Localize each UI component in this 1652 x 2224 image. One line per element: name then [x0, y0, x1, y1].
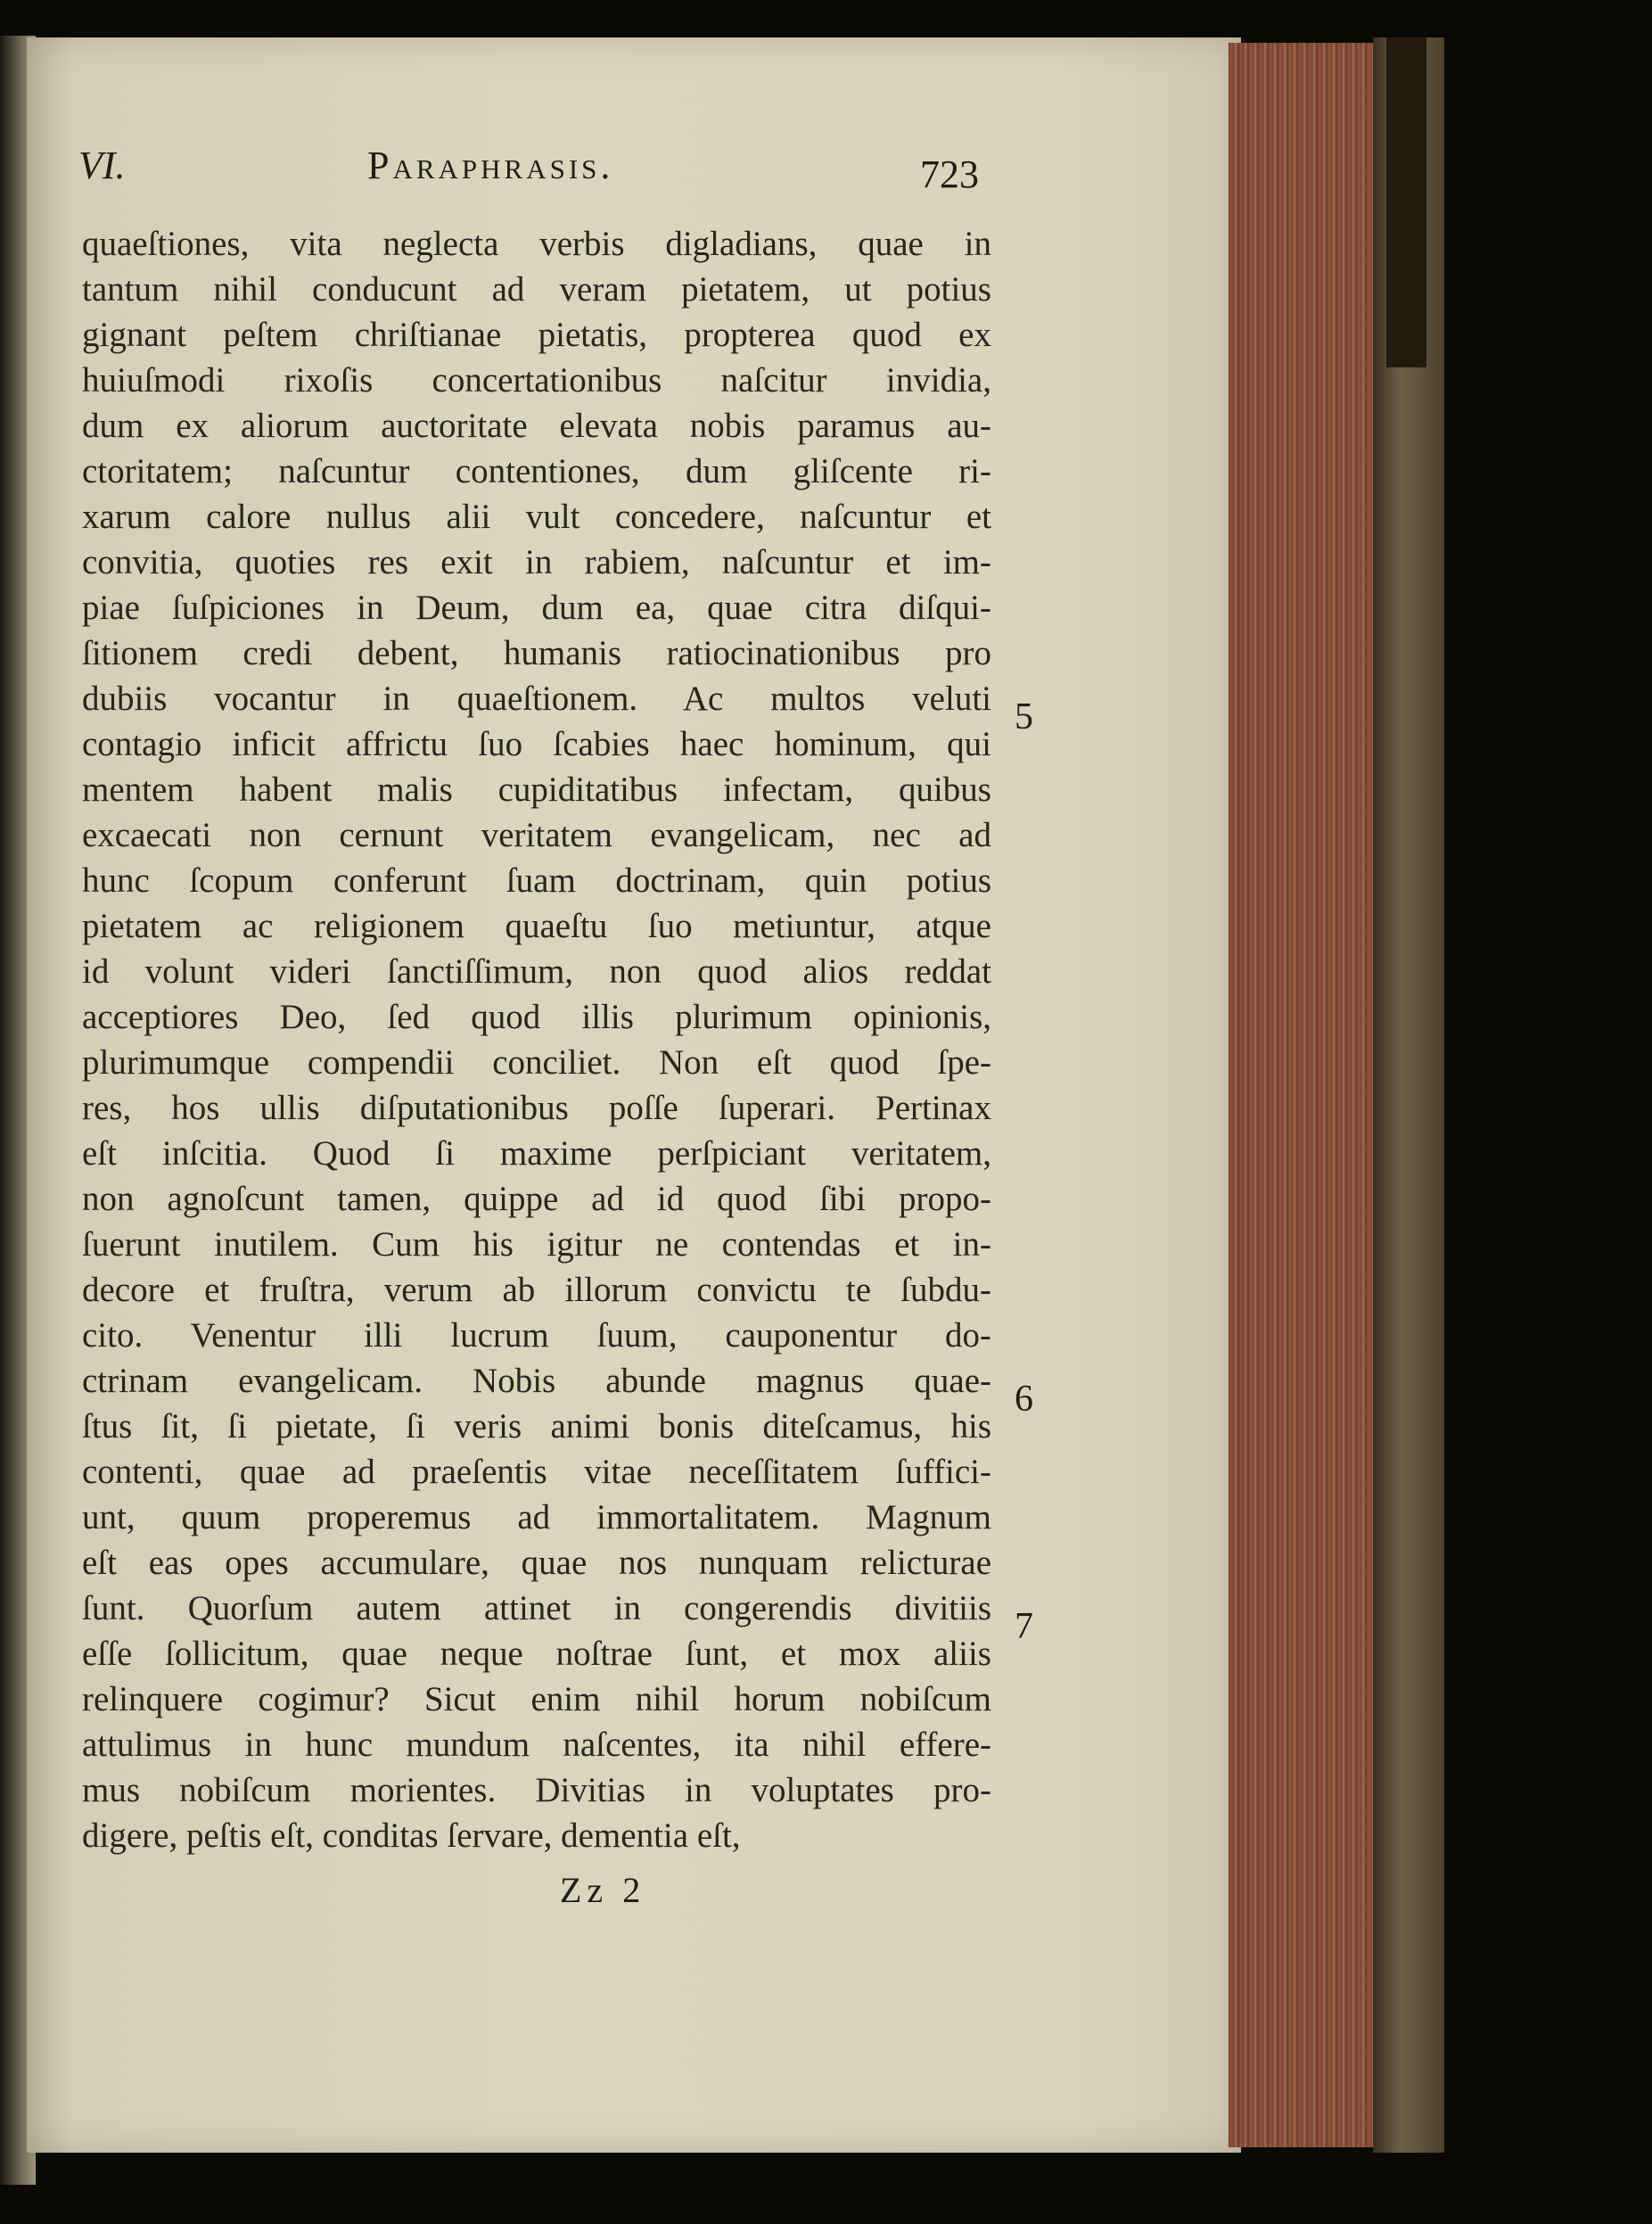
- text-line: hunc ſcopum conferunt ſuam doctrinam, quin potius: [82, 861, 991, 900]
- running-header: [0, 143, 1652, 205]
- text-line: ctrinam evangelicam. Nobis abunde magnus quae-: [82, 1362, 991, 1400]
- text-line: dum ex aliorum auctoritate elevata nobis paramus au-: [82, 407, 991, 445]
- text-line: eſt eas opes accumulare, quae nos nunquam relicturae: [82, 1544, 991, 1582]
- text-line: non agnoſcunt tamen, quippe ad id quod ſibi propo-: [82, 1180, 991, 1218]
- text-line: relinquere cogimur? Sicut enim nihil horum nobiſcum: [82, 1680, 991, 1718]
- text-line: contenti, quae ad praeſentis vitae neceſſitatem ſuffici-: [82, 1453, 991, 1491]
- text-line: ſtus ſit, ſi pietate, ſi veris animi bonis diteſcamus, his: [82, 1407, 991, 1446]
- body-text: [82, 221, 991, 1858]
- section-number: VI.: [78, 144, 126, 187]
- page-number: 723: [920, 152, 979, 196]
- text-line: contagio inficit affrictu ſuo ſcabies haec hominum, qui: [82, 725, 991, 763]
- text-line: pietatem ac religionem quaeſtu ſuo metiuntur, atque: [82, 907, 991, 945]
- text-line: cito. Venentur illi lucrum ſuum, cauponentur do-: [82, 1316, 991, 1355]
- text-line: ſuerunt inutilem. Cum his igitur ne contendas et in-: [82, 1225, 991, 1264]
- page-block-edge: [1229, 43, 1389, 2147]
- text-line: huiuſmodi rixoſis concertationibus naſcitur invidia,: [82, 361, 991, 399]
- text-line: xarum calore nullus alii vult concedere, naſcuntur et: [82, 498, 991, 536]
- text-line: mentem habent malis cupiditatibus infectam, quibus: [82, 770, 991, 809]
- text-line: eſt inſcitia. Quod ſi maxime perſpiciant veritatem,: [82, 1134, 991, 1173]
- running-title: Paraphrasis.: [367, 144, 614, 187]
- text-line: mus nobiſcum morientes. Divitias in voluptates pro-: [82, 1771, 991, 1809]
- text-line: dubiis vocantur in quaeſtionem. Ac multos veluti: [82, 680, 991, 718]
- text-line: ctoritatem; naſcuntur contentiones, dum gliſcente ri-: [82, 452, 991, 490]
- text-line: plurimumque compendii conciliet. Non eſt quod ſpe-: [82, 1043, 991, 1082]
- text-line: ſunt. Quorſum autem attinet in congerendis divitiis: [82, 1589, 991, 1627]
- text-line: convitia, quoties res exit in rabiem, naſcuntur et im-: [82, 543, 991, 581]
- text-line: quaeſtiones, vita neglecta verbis digladians, quae in: [82, 225, 991, 263]
- text-line: excaecati non cernunt veritatem evangelicam, nec ad: [82, 816, 991, 854]
- verse-number-6: 6: [1015, 1379, 1033, 1420]
- text-line: gignant peſtem chriſtianae pietatis, propterea quod ex: [82, 316, 991, 354]
- text-line: eſſe ſollicitum, quae neque noſtrae ſunt, et mox aliis: [82, 1635, 991, 1673]
- verse-number-5: 5: [1015, 696, 1033, 737]
- text-line: unt, quum properemus ad immortalitatem. Magnum: [82, 1498, 991, 1536]
- text-line: acceptiores Deo, ſed quod illis plurimum opinionis,: [82, 998, 991, 1036]
- text-line: piae ſuſpiciones in Deum, dum ea, quae citra diſqui-: [82, 589, 991, 627]
- text-line: decore et fruſtra, verum ab illorum convictu te ſubdu-: [82, 1271, 991, 1309]
- text-line: digere, peſtis eſt, conditas ſervare, dementia eſt,: [82, 1816, 741, 1855]
- signature-mark: Zz 2: [560, 1870, 646, 1910]
- text-line: ſitionem credi debent, humanis ratiocinationibus pro: [82, 634, 991, 672]
- text-line: tantum nihil conducunt ad veram pietatem, ut potius: [82, 270, 991, 309]
- text-line: id volunt videri ſanctiſſimum, non quod alios reddat: [82, 952, 991, 991]
- text-line: res, hos ullis diſputationibus poſſe ſuperari. Pertinax: [82, 1089, 991, 1127]
- verse-number-7: 7: [1015, 1606, 1033, 1647]
- text-line: attulimus in hunc mundum naſcentes, ita nihil effere-: [82, 1726, 991, 1764]
